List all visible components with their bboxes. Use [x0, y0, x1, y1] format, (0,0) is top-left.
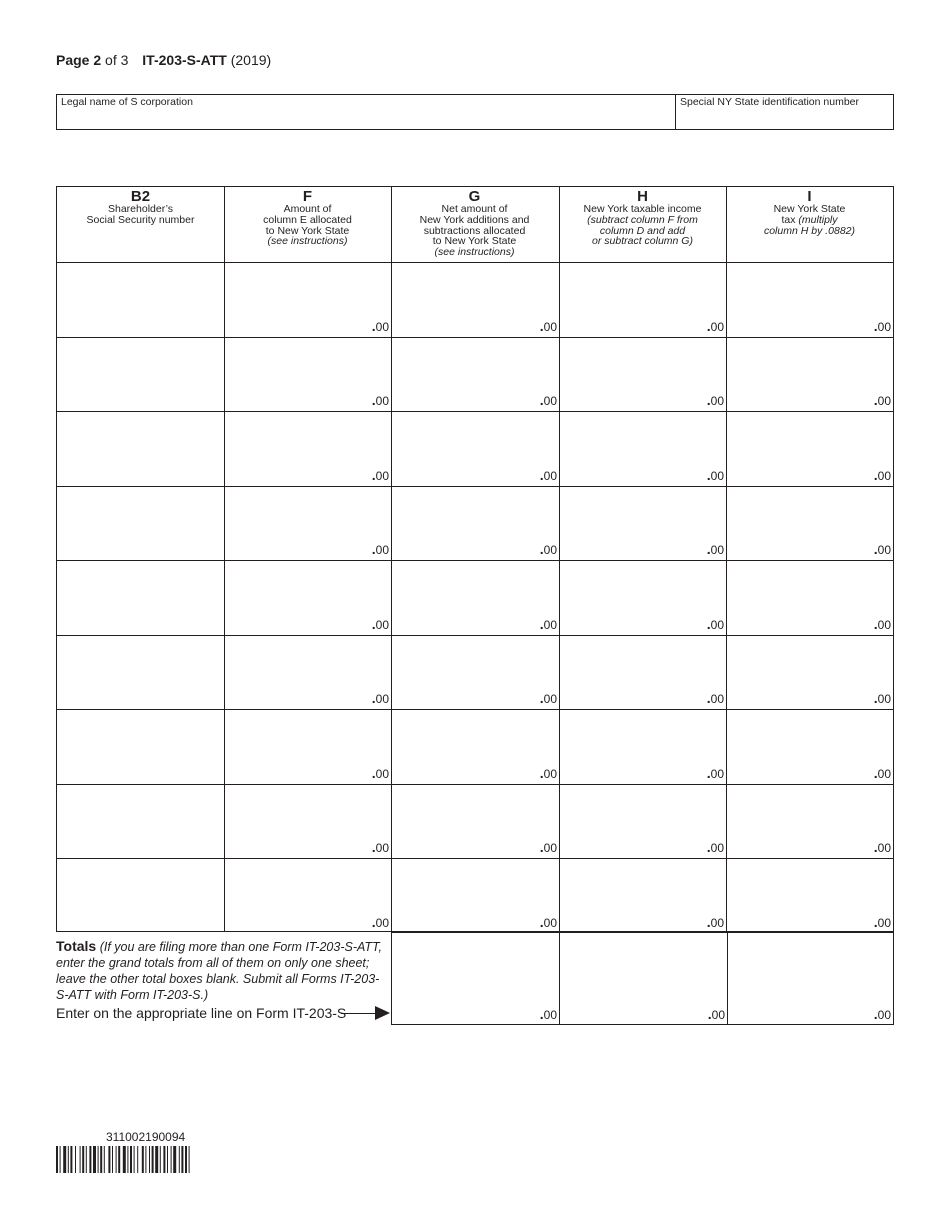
cents-value: 00 — [375, 617, 389, 632]
decimal-point: . — [873, 839, 878, 855]
cents-value: 00 — [375, 915, 389, 930]
cents-value: 00 — [877, 1008, 891, 1022]
cents-value: 00 — [710, 617, 724, 632]
amount-field[interactable] — [874, 541, 891, 557]
special-id-label: Special NY State identification number — [680, 96, 859, 108]
decimal-point: . — [539, 690, 544, 706]
cents-value: 00 — [375, 394, 389, 408]
column-divider — [559, 933, 560, 1024]
barcode-bar — [142, 1146, 144, 1173]
column-header-f: F Amount of column E allocated to New York State (see instructions) — [263, 188, 352, 248]
barcode-bar — [112, 1146, 113, 1173]
barcode-bar — [89, 1146, 91, 1173]
barcode-bar — [93, 1146, 96, 1173]
ssn-input[interactable] — [57, 337, 224, 412]
amount-field[interactable] — [372, 318, 389, 334]
barcode-bar — [82, 1146, 84, 1173]
decimal-point: . — [371, 690, 376, 706]
cents-value: 00 — [710, 543, 724, 557]
decimal-point: . — [371, 913, 376, 930]
decimal-point: . — [371, 615, 376, 632]
page-number: 2 — [93, 52, 102, 68]
barcode-bar — [123, 1146, 126, 1173]
cents-value: 00 — [877, 692, 891, 706]
legal-name-field[interactable] — [57, 95, 675, 129]
decimal-point: . — [539, 317, 544, 334]
cents-value: 00 — [710, 319, 724, 334]
decimal-point: . — [873, 466, 878, 483]
barcode-bar — [137, 1146, 138, 1173]
totals-note: (If you are filing more than one Form IT-203-S-ATT, enter the grand totals from all of them on only one sheet; leave the other total boxes blank. Submit all Forms IT-203-S-ATT with Form IT-203-S.) — [56, 940, 382, 1002]
barcode-bar — [181, 1146, 183, 1173]
decimal-point: . — [539, 839, 544, 855]
cents-value: 00 — [543, 915, 557, 930]
amount-field[interactable] — [707, 467, 724, 483]
cents-value: 00 — [375, 766, 389, 781]
amount-field[interactable] — [707, 392, 724, 408]
ssn-input[interactable] — [57, 635, 224, 710]
ssn-input[interactable] — [57, 486, 224, 561]
cents-value: 00 — [543, 841, 557, 855]
decimal-point: . — [873, 913, 878, 930]
enter-instruction: Enter on the appropriate line on Form IT-203-S — [56, 1005, 347, 1021]
cents-value: 00 — [543, 692, 557, 706]
form-name: IT-203-S-ATT — [142, 52, 227, 68]
decimal-point: . — [706, 615, 711, 632]
total-amount-field[interactable] — [874, 1006, 891, 1022]
decimal-point: . — [539, 1006, 544, 1022]
amount-field[interactable] — [540, 616, 557, 632]
barcode-bar — [149, 1146, 150, 1173]
totals-section — [56, 938, 386, 1003]
barcode-bar — [145, 1146, 146, 1173]
column-divider — [727, 933, 728, 1024]
decimal-point: . — [706, 392, 711, 408]
decimal-point: . — [539, 541, 544, 557]
cents-value: 00 — [877, 543, 891, 557]
decimal-point: . — [371, 541, 376, 557]
barcode-bar — [160, 1146, 161, 1173]
decimal-point: . — [873, 541, 878, 557]
totals-label: Totals — [56, 938, 97, 954]
barcode-bar — [152, 1146, 154, 1173]
barcode-bar — [80, 1146, 81, 1173]
special-id-field[interactable] — [675, 95, 893, 129]
form-year: (2019) — [230, 52, 272, 68]
decimal-point: . — [539, 615, 544, 632]
decimal-point: . — [706, 466, 711, 483]
decimal-point: . — [371, 466, 376, 483]
decimal-point: . — [539, 913, 544, 930]
amount-field[interactable] — [707, 765, 724, 781]
corporation-info-box — [56, 94, 894, 130]
shareholder-table — [56, 186, 894, 932]
barcode-bar — [179, 1146, 180, 1173]
barcode-bar — [116, 1146, 117, 1173]
barcode-bar — [100, 1146, 102, 1173]
barcode-bar — [108, 1146, 110, 1173]
decimal-point: . — [371, 317, 376, 334]
amount-field[interactable] — [372, 914, 389, 930]
decimal-point: . — [873, 1006, 878, 1022]
decimal-point: . — [706, 541, 711, 557]
amount-field[interactable] — [372, 690, 389, 706]
cents-value: 00 — [543, 1008, 557, 1022]
barcode-bar — [171, 1146, 172, 1173]
barcode-bar — [134, 1146, 135, 1173]
barcode-bar — [60, 1146, 61, 1173]
amount-field[interactable] — [540, 392, 557, 408]
cents-value: 00 — [543, 394, 557, 408]
amount-field[interactable] — [874, 765, 891, 781]
cents-value: 00 — [877, 766, 891, 781]
cents-value: 00 — [710, 394, 724, 408]
decimal-point: . — [873, 392, 878, 408]
amount-field[interactable] — [540, 839, 557, 855]
column-header-h: H New York taxable income (subtract column F from column D and add or subtract column G) — [583, 188, 702, 248]
cents-value: 00 — [375, 468, 389, 483]
cents-value: 00 — [877, 841, 891, 855]
decimal-point: . — [873, 690, 878, 706]
column-divider — [559, 187, 560, 931]
amount-field[interactable] — [372, 541, 389, 557]
amount-field[interactable] — [372, 616, 389, 632]
cents-value: 00 — [877, 319, 891, 334]
amount-field[interactable] — [707, 690, 724, 706]
page-header — [56, 52, 271, 68]
cents-value: 00 — [543, 543, 557, 557]
amount-field[interactable] — [707, 914, 724, 930]
ssn-input[interactable] — [57, 858, 224, 933]
column-header-i: I New York State tax (multiply column H by .0882) — [763, 188, 856, 237]
decimal-point: . — [873, 317, 878, 334]
column-divider — [391, 187, 392, 931]
barcode-bar — [104, 1146, 105, 1173]
column-divider — [726, 187, 727, 931]
decimal-point: . — [706, 690, 711, 706]
amount-field[interactable] — [372, 839, 389, 855]
decimal-point: . — [539, 466, 544, 483]
ssn-input[interactable] — [57, 560, 224, 635]
ssn-input[interactable] — [57, 784, 224, 859]
column-header-g: G Net amount of New York additions and subtractions allocated to New York State (see instructions) — [419, 188, 530, 259]
barcode-number: 311002190094 — [106, 1130, 186, 1144]
cents-value: 00 — [710, 915, 724, 930]
amount-field[interactable] — [874, 690, 891, 706]
cents-value: 00 — [543, 766, 557, 781]
amount-field[interactable] — [707, 541, 724, 557]
decimal-point: . — [539, 392, 544, 408]
total-amount-field[interactable] — [708, 1006, 725, 1022]
barcode-bar — [185, 1146, 187, 1173]
barcode-bar — [127, 1146, 128, 1173]
cents-value: 00 — [877, 915, 891, 930]
barcode-bar — [56, 1146, 58, 1173]
amount-field[interactable] — [372, 467, 389, 483]
decimal-point: . — [371, 839, 376, 855]
amount-field[interactable] — [874, 318, 891, 334]
cents-value: 00 — [877, 394, 891, 408]
amount-field[interactable] — [874, 839, 891, 855]
cents-value: 00 — [543, 468, 557, 483]
decimal-point: . — [706, 839, 711, 855]
page-of: of 3 — [105, 52, 129, 68]
barcode-bar — [75, 1146, 76, 1173]
amount-field[interactable] — [372, 765, 389, 781]
ssn-input[interactable] — [57, 411, 224, 486]
amount-field[interactable] — [540, 765, 557, 781]
decimal-point: . — [371, 392, 376, 408]
cents-value: 00 — [710, 468, 724, 483]
barcode-bar — [118, 1146, 120, 1173]
totals-table — [391, 931, 894, 1025]
barcode-bar — [70, 1146, 72, 1173]
amount-field[interactable] — [540, 690, 557, 706]
barcode-bar — [189, 1146, 190, 1173]
decimal-point: . — [873, 764, 878, 781]
cents-value: 00 — [711, 1008, 725, 1022]
arrow-right-icon — [375, 1006, 390, 1020]
amount-field[interactable] — [874, 914, 891, 930]
barcode-bar — [167, 1146, 168, 1173]
ssn-input[interactable] — [57, 262, 224, 337]
amount-field[interactable] — [372, 392, 389, 408]
cents-value: 00 — [375, 841, 389, 855]
amount-field[interactable] — [540, 914, 557, 930]
amount-field[interactable] — [540, 318, 557, 334]
amount-field[interactable] — [707, 616, 724, 632]
amount-field[interactable] — [707, 839, 724, 855]
cents-value: 00 — [375, 692, 389, 706]
ssn-input[interactable] — [57, 709, 224, 784]
decimal-point: . — [371, 764, 376, 781]
amount-field[interactable] — [874, 392, 891, 408]
cents-value: 00 — [375, 543, 389, 557]
column-header-b2: B2 Shareholder’s Social Security number — [86, 188, 195, 226]
cents-value: 00 — [543, 617, 557, 632]
amount-field[interactable] — [874, 616, 891, 632]
cents-value: 00 — [877, 617, 891, 632]
barcode-bar — [155, 1146, 158, 1173]
cents-value: 00 — [543, 319, 557, 334]
cents-value: 00 — [710, 766, 724, 781]
cents-value: 00 — [375, 319, 389, 334]
barcode-bar — [130, 1146, 132, 1173]
decimal-point: . — [706, 913, 711, 930]
barcode-icon — [56, 1146, 239, 1173]
decimal-point: . — [539, 764, 544, 781]
cents-value: 00 — [710, 692, 724, 706]
total-amount-field[interactable] — [540, 1006, 557, 1022]
barcode-bar — [68, 1146, 69, 1173]
page-label: Page — [56, 52, 90, 68]
legal-name-label: Legal name of S corporation — [61, 96, 193, 108]
amount-field[interactable] — [540, 467, 557, 483]
decimal-point: . — [706, 317, 711, 334]
column-divider — [224, 187, 225, 931]
amount-field[interactable] — [540, 541, 557, 557]
barcode-bar — [63, 1146, 66, 1173]
barcode-bar — [98, 1146, 99, 1173]
amount-field[interactable] — [874, 467, 891, 483]
cents-value: 00 — [710, 841, 724, 855]
decimal-point: . — [706, 764, 711, 781]
decimal-point: . — [873, 615, 878, 632]
arrow-line — [341, 1013, 377, 1014]
barcode-bar — [86, 1146, 87, 1173]
barcode-bar — [173, 1146, 176, 1173]
decimal-point: . — [707, 1006, 712, 1022]
amount-field[interactable] — [707, 318, 724, 334]
cents-value: 00 — [877, 468, 891, 483]
barcode-bar — [163, 1146, 165, 1173]
